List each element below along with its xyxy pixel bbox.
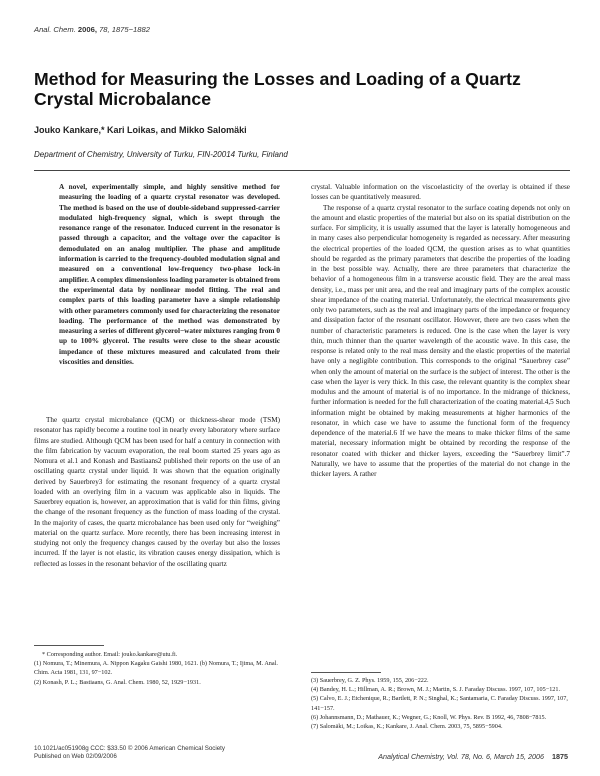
footnotes-left bbox=[34, 650, 280, 687]
abstract: A novel, experimentally simple, and highly sensitive method for measuring the loading of a quartz crystal resonator was developed. The method is based on the use of double-sideband suppressed-carrier modulated high-frequency signal, which is swept through the resonance range of the resonator. Induced current in the resonator is passed through a capacitor, and the voltage over the capacitor is demodulated on an analog multiplier. The phase and amplitude information is carried to the frequency-doubled modulation signal and measured on a conventional low-frequency two-phase lock-in amplifier. A complex dimensionless loading parameter is obtained from the experimental data by nonlinear model fitting. The real and complex parts of this loading parameter have a simple relationship with other parameters commonly used for characterizing the resonator loading. The performance of the method was demonstrated by measuring a series of different glycerol−water mixtures ranging from 0 up to 100% glycerol. The results were close to the shear acoustic impedance of these mixtures measured and calculated from their viscosities and densities. bbox=[59, 182, 281, 367]
reference: (3) Sauerbrey, G. Z. Phys. 1959, 155, 206−222. bbox=[311, 677, 429, 684]
body-paragraph: The quartz crystal microbalance (QCM) or thickness-shear mode (TSM) resonator has rapidly become a routine tool in nearly every laboratory where surface films are studied. Although QCM has been used for half a century in connection with the film fabrication by vacuum evaporation, the real boom started 25 years ago as Nomura et al.1 and Konash and Bastiaans2 published their reports on the use of an oscillating quartz crystal under liquid. It was shown that the equation originally derived by Sauerbrey3 for estimating the resonant frequency of a quartz crystal loaded with an overlying film in a vacuum was applicable also in liquids. The Sauerbrey equation is, however, an approximation that is valid for thin films, giving the change of the resonant frequency as the function of mass loading of the crystal. In the majority of cases, the quartz microbalance has been used only for “weighing” material on the quartz surface. More recently, there has been increasing interest in studying not only the frequency changes caused by the overlay but also the losses incurred. If the layer is not elastic, its vibration causes energy dissipation, which is reflected as losses in the resonant behavior of the oscillating quartz bbox=[34, 416, 280, 568]
journal-abbrev: Anal. Chem. bbox=[34, 25, 76, 34]
reference: (7) Salomäki, M.; Loikas, K.; Kankare, J. Anal. Chem. 2003, 75, 5895−5904. bbox=[311, 723, 503, 731]
reference: (4) Bandey, H. L.; Hillman, A. R.; Brown, M. J.; Martin, S. J. Faraday Discuss. 1997, 107, 105−121. bbox=[311, 686, 561, 694]
journal-year: 2006, bbox=[77, 25, 97, 34]
reference: (1) Nomura, T.; Minemura, A. Nippon Kagaku Gaishi 1980, 1621. (b) Nomura, T.; Ijima, M. Anal. Chim. Acta 1981, 131, 97−102. bbox=[34, 660, 278, 677]
reference: (2) Konash, P. L.; Bastiaans, G. Anal. Chem. 1980, 52, 1929−1931. bbox=[34, 678, 201, 686]
body-paragraph: crystal. Valuable information on the viscoelasticity of the overlay is obtained if these losses can be quantitatively measured. bbox=[311, 183, 570, 202]
published-line: Published on Web 02/09/2006 bbox=[34, 753, 117, 760]
body-paragraph: The response of a quartz crystal resonator to the surface coating depends not only on the amount and elastic properties of the material but also on its spatial distribution on the surface. For simplicity, it is usually assumed that the layer is laterally homogeneous and in many cases also perpendicular homogeneity is regarded as necessary. After measuring the electrical properties of the loaded QCM, the question arises as to what quantities should be regarded as the primary parameters that describe the properties of the loading in the best possible way. Actually, there are three parameters that characterize the behavior of a homogeneous film in a transverse acoustic field. They are the areal mass density, i.e., mass per unit area, and the real and imaginary parts of the complex acoustic shear impedance of the coating material. Unfortunately, the electrical measurements give only two parameters, such as the real and imaginary parts of the impedance or frequency and dissipation factor of the resonant oscillator. However, there are two cases when the number of characteristic parameters is reduced. One is the case when the layer is very thin, much thinner than the quarter wavelength of the acoustic wave. In this case, the response is related only to the real mass density and the elastic properties of the material have only a negligible contribution. This corresponds to the original “Sauerbrey case” when only the amount of material on the surface is the subject of interest. The other is the case when the layer is very thick. In this case, the relevant quantity is the complex shear modulus and the amount of material is of no importance. In the midrange of thickness, further information is needed for the full characterization of the coating material.4,5 Such information might be obtained by making measurements at higher harmonics of the resonator, in which case we have to assume the functional form of the frequency dependence of the material.6 If we have the means to make thicker films of the same material, necessary information might be obtained by recording the response of the resonator coated with thicker and thicker layers, exceeding the “Sauerbrey limit”.7 Naturally, we have to assume that the properties of the material do not change in the thicker layers. A rather bbox=[311, 203, 570, 478]
references-right bbox=[311, 676, 570, 731]
paper-title: Method for Measuring the Losses and Loading of a Quartz Crystal Microbalance bbox=[34, 69, 521, 109]
footnote: * Corresponding author. Email: jouko.kankare@utu.fi. bbox=[42, 651, 178, 658]
header-divider bbox=[34, 170, 570, 171]
reference: (6) Johannsmann, D.; Mathauer, K.; Wegner, G.; Knoll, W. Phys. Rev. B 1992, 46, 7808−7815. bbox=[311, 713, 547, 721]
affiliation: Department of Chemistry, University of Turku, FIN-20014 Turku, Finland bbox=[34, 150, 288, 159]
footer-journal: Analytical Chemistry, Vol. 78, No. 6, March 15, 2006 bbox=[378, 752, 544, 761]
doi-line: 10.1021/ac051908g CCC: $33.50 © 2006 American Chemical Society bbox=[34, 745, 225, 752]
reference: (5) Calvo, E. J.; Etchenique, R.; Bartlett, P. N.; Singhal, K.; Santamaria, C. Faraday Discuss. 1997, 107, 141−157. bbox=[311, 695, 568, 712]
footer-citation bbox=[378, 752, 568, 761]
page-number: 1875 bbox=[552, 752, 568, 761]
author-list: Jouko Kankare,* Kari Loikas, and Mikko Salomäki bbox=[34, 125, 247, 135]
right-body-column bbox=[311, 182, 570, 479]
footer-publication-info bbox=[34, 745, 225, 761]
references-divider bbox=[311, 672, 381, 673]
footnote-divider bbox=[34, 645, 104, 646]
left-body-column bbox=[34, 415, 280, 569]
journal-volume-pages: 78, 1875−1882 bbox=[99, 25, 150, 34]
journal-citation bbox=[34, 25, 150, 34]
